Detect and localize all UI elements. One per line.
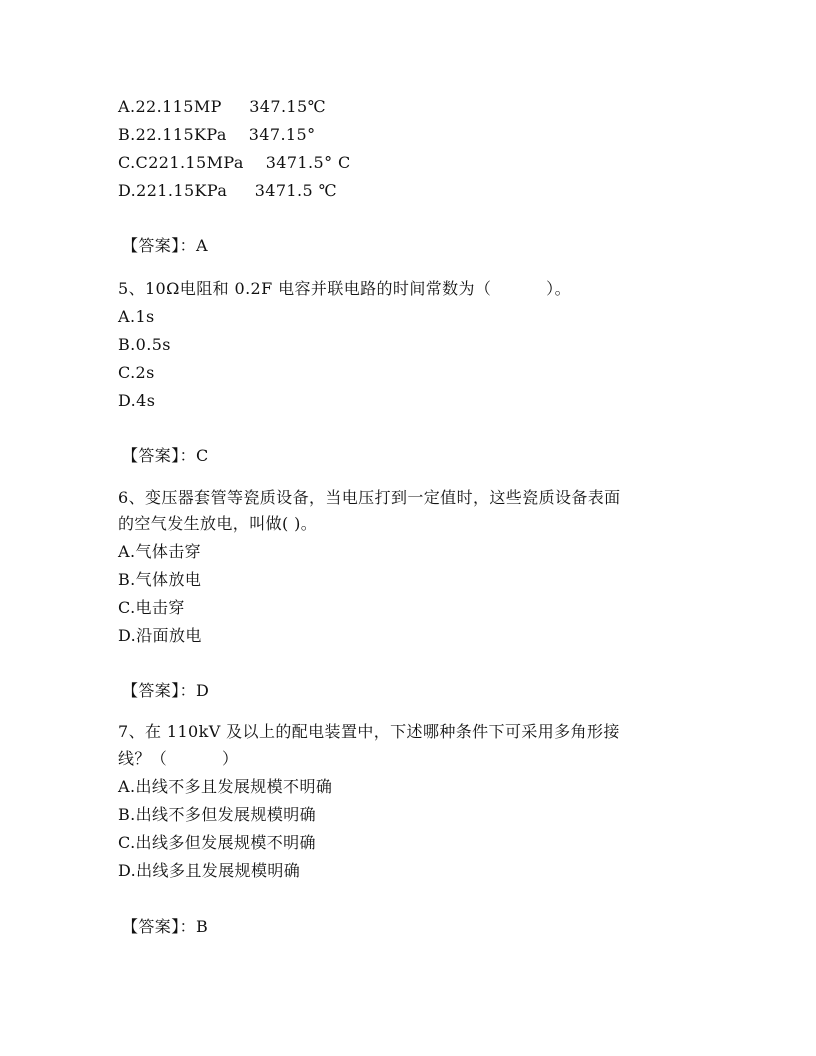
q4-option-b: B.22.115KPa 347.15° — [118, 125, 316, 144]
q7-option-b: B.出线不多但发展规模明确 — [118, 805, 317, 824]
q5-option-b: B.0.5s — [118, 335, 171, 354]
q5-option-c: C.2s — [118, 363, 155, 382]
q7-stem-line2: 线？（ ） — [118, 749, 239, 768]
q7-stem-line1: 7、在 110kV 及以上的配电装置中，下述哪种条件下可采用多角形接 — [118, 722, 620, 741]
q6-option-b: B.气体放电 — [118, 570, 202, 589]
q5-option-d: D.4s — [118, 391, 156, 410]
q4-answer: 【答案】：A — [122, 236, 208, 255]
q6-option-d: D.沿面放电 — [118, 626, 202, 645]
q6-option-c: C.电击穿 — [118, 598, 185, 617]
q7-option-d: D.出线多且发展规模明确 — [118, 861, 301, 880]
q5-stem: 5、10Ω电阻和 0.2F 电容并联电路的时间常数为（ ）。 — [118, 279, 571, 298]
q7-option-a: A.出线不多且发展规模不明确 — [118, 777, 333, 796]
q6-stem-line1: 6、变压器套管等瓷质设备，当电压打到一定值时，这些瓷质设备表面 — [118, 488, 621, 507]
q7-option-c: C.出线多但发展规模不明确 — [118, 833, 316, 852]
q5-answer: 【答案】：C — [122, 446, 209, 465]
q6-option-a: A.气体击穿 — [118, 542, 202, 561]
q5-option-a: A.1s — [118, 307, 155, 326]
q6-answer: 【答案】：D — [122, 681, 210, 700]
q4-option-c: C.C221.15MPa 3471.5° C — [118, 153, 351, 172]
q4-option-a: A.22.115MP 347.15℃ — [118, 97, 326, 116]
q4-option-d: D.221.15KPa 3471.5 ℃ — [118, 181, 337, 200]
q6-stem-line2: 的空气发生放电，叫做( )。 — [118, 514, 318, 533]
q7-answer: 【答案】：B — [122, 917, 209, 936]
